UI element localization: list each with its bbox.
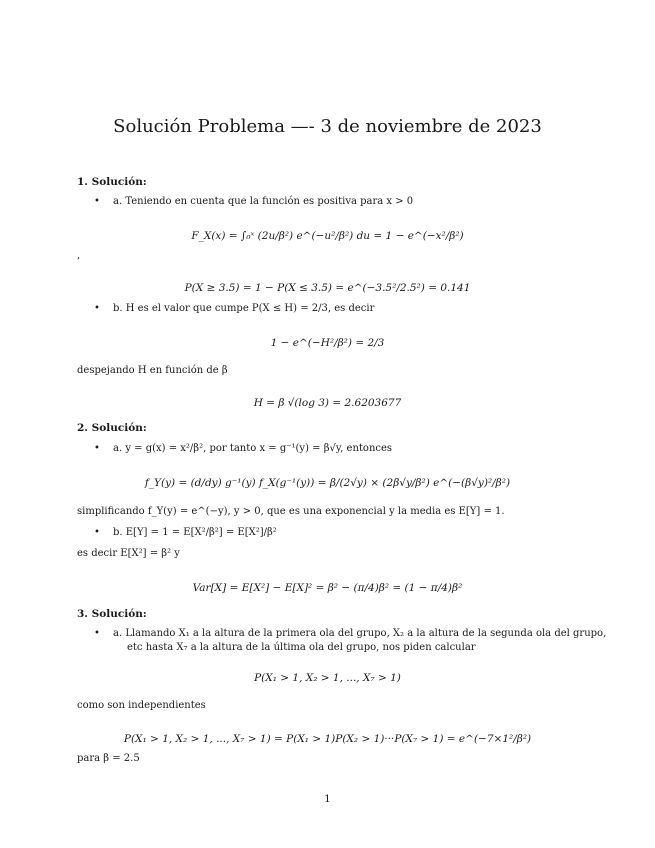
p1-a-text: a. Teniendo en cuenta que la función es positiva para x > 0 [113, 196, 414, 207]
p3-eq1: P(X₁ > 1, X₂ > 1, ..., X₇ > 1) [254, 672, 401, 684]
bullet-icon: • [94, 303, 100, 314]
section-1-heading: 1. Solución: [77, 176, 147, 188]
p2-a-text: a. y = g(x) = x²/β², por tanto x = g⁻¹(y) = β√y, entonces [113, 443, 393, 454]
p2-es-decir: es decir E[X²] = β² y [77, 548, 180, 559]
p1-comma: , [77, 250, 81, 261]
p3-eq2: P(X₁ > 1, X₂ > 1, ..., X₇ > 1) = P(X₁ > 1)P(X₂ > 1)···P(X₇ > 1) = e^(−7×1²/β²) [123, 733, 532, 745]
p3-a-line1: a. Llamando X₁ a la altura de la primera ola del grupo, X₂ a la altura de la segunda ola del grupo, [113, 628, 607, 639]
p1-eq4: H = β √(log 3) = 2.6203677 [253, 397, 402, 409]
p3-para: para β = 2.5 [77, 753, 140, 764]
page-title: Solución Problema —- 3 de noviembre de 2023 [113, 116, 542, 137]
p1-despejando: despejando H en función de β [77, 365, 228, 376]
p2-eq1: f_Y(y) = (d/dy) g⁻¹(y) f_X(g⁻¹(y)) = β/(2√y) × (2β√y/β²) e^(−(β√y)²/β²) [144, 477, 511, 489]
p1-b-text: b. H es el valor que cumpe P(X ≤ H) = 2/3, es decir [113, 303, 375, 314]
section-3-heading: 3. Solución: [77, 608, 147, 620]
p2-eq2: Var[X] = E[X²] − E[X]² = β² − (π/4)β² = (1 − π/4)β² [192, 582, 463, 594]
page-number: 1 [324, 793, 331, 805]
p3-a-line2: etc hasta X₇ a la altura de la última ola del grupo, nos piden calcular [127, 642, 476, 653]
section-2-heading: 2. Solución: [77, 422, 147, 434]
bullet-icon: • [94, 196, 100, 207]
bullet-icon: • [94, 527, 100, 538]
bullet-icon: • [94, 443, 100, 454]
p1-eq3: 1 − e^(−H²/β²) = 2/3 [270, 337, 385, 349]
p1-eq2: P(X ≥ 3.5) = 1 − P(X ≤ 3.5) = e^(−3.5²/2.5²) = 0.141 [184, 282, 471, 294]
bullet-icon: • [94, 628, 100, 639]
p2-simplificando: simplificando f_Y(y) = e^(−y), y > 0, que es una exponencial y la media es E[Y] = 1. [77, 506, 505, 517]
p3-como: como son independientes [77, 700, 206, 711]
p2-b-text: b. E[Y] = 1 = E[X²/β²] = E[X²]/β² [113, 527, 277, 538]
p1-eq1: F_X(x) = ∫₀ˣ (2u/β²) e^(−u²/β²) du = 1 − e^(−x²/β²) [191, 230, 464, 242]
